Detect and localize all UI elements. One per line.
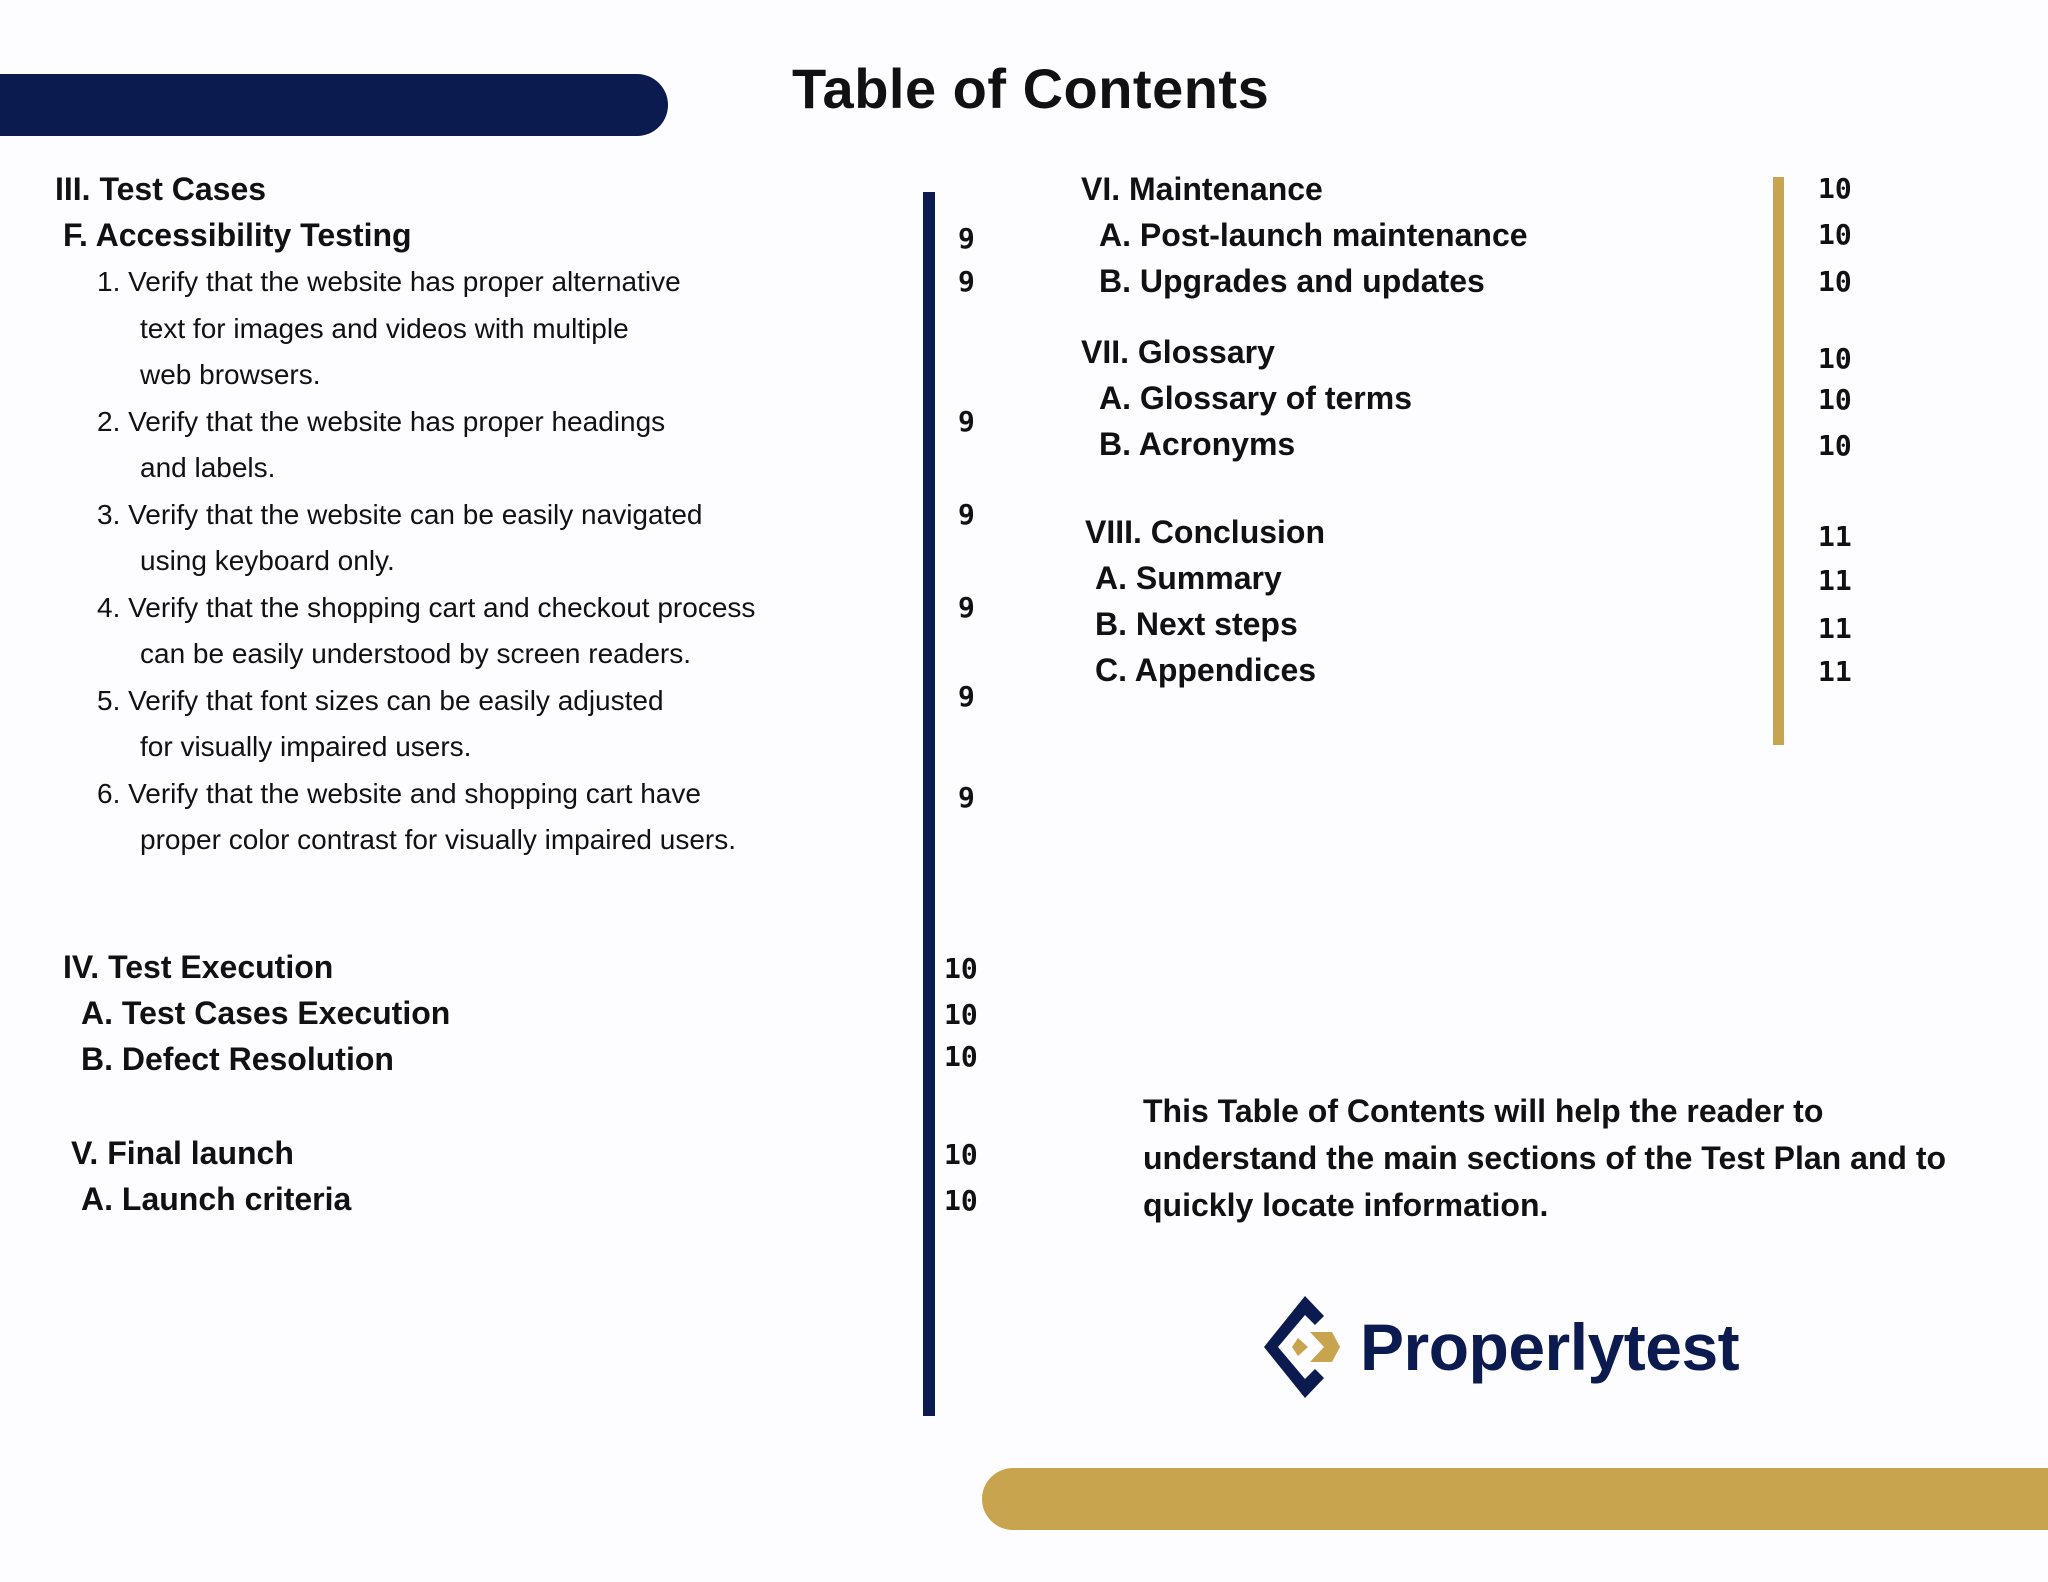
properlytest-logo — [1262, 1292, 1739, 1402]
page-number: 10 — [1818, 218, 1852, 251]
page-number: 10 — [1818, 172, 1852, 205]
page-number: 11 — [1818, 612, 1852, 645]
toc-subsection-upgrades-and-updates[interactable]: B. Upgrades and updates — [1099, 263, 1485, 299]
page-number: 10 — [1818, 342, 1852, 375]
toc-item-line[interactable]: 6. Verify that the website and shopping cart have — [97, 778, 701, 809]
toc-subsection-next-steps[interactable]: B. Next steps — [1095, 606, 1298, 642]
toc-item-line[interactable]: can be easily understood by screen readers. — [140, 638, 691, 669]
page-number: 9 — [958, 781, 975, 814]
toc-section-test-execution[interactable]: IV. Test Execution — [63, 949, 334, 985]
right-column-divider — [1773, 177, 1784, 745]
page-number: 10 — [944, 1138, 978, 1171]
toc-section-conclusion[interactable]: VIII. Conclusion — [1085, 514, 1326, 550]
page-number: 10 — [1818, 383, 1852, 416]
page-number: 11 — [1818, 655, 1852, 688]
page-number: 10 — [1818, 429, 1852, 462]
page-number: 9 — [958, 222, 975, 255]
toc-section-test-cases[interactable]: III. Test Cases — [55, 171, 267, 207]
page-number: 9 — [958, 265, 975, 298]
toc-section-final-launch[interactable]: V. Final launch — [71, 1135, 294, 1171]
toc-item-line[interactable]: 3. Verify that the website can be easily navigated — [97, 499, 703, 530]
page-number: 10 — [944, 1184, 978, 1217]
top-navy-bar — [0, 74, 668, 136]
toc-item-line[interactable]: using keyboard only. — [140, 545, 395, 576]
toc-item-line[interactable]: 2. Verify that the website has proper headings — [97, 406, 666, 437]
toc-subsection-launch-criteria[interactable]: A. Launch criteria — [81, 1181, 352, 1217]
toc-item-line[interactable]: proper color contrast for visually impaired users. — [140, 824, 737, 855]
page-title: Table of Contents — [792, 57, 1270, 120]
toc-subsection-post-launch-maintenance[interactable]: A. Post-launch maintenance — [1099, 217, 1528, 253]
toc-item-line[interactable]: 5. Verify that font sizes can be easily adjusted — [97, 685, 664, 716]
toc-description-note: This Table of Contents will help the reader to understand the main sections of the Test Plan and to quickly locate information. — [1143, 1093, 1947, 1223]
page-number: 11 — [1818, 564, 1852, 597]
toc-item-line[interactable]: for visually impaired users. — [140, 731, 472, 762]
logo-wordmark: Properlytest — [1360, 1310, 1740, 1384]
toc-subsection-test-cases-execution[interactable]: A. Test Cases Execution — [81, 995, 451, 1031]
toc-subsection-acronyms[interactable]: B. Acronyms — [1099, 426, 1296, 462]
page-number: 10 — [944, 1040, 978, 1073]
toc-subsection-accessibility-testing[interactable]: F. Accessibility Testing — [63, 217, 412, 253]
toc-item-line[interactable]: text for images and videos with multiple — [140, 313, 629, 344]
page-number: 10 — [944, 998, 978, 1031]
page-number: 9 — [958, 591, 975, 624]
toc-section-maintenance[interactable]: VI. Maintenance — [1081, 171, 1323, 207]
toc-item-line[interactable]: web browsers. — [140, 359, 321, 390]
bottom-gold-bar — [982, 1468, 2048, 1530]
page-number: 10 — [944, 952, 978, 985]
toc-section-glossary[interactable]: VII. Glossary — [1081, 334, 1275, 370]
page-number: 9 — [958, 498, 975, 531]
page-number: 9 — [958, 680, 975, 713]
page-number: 10 — [1818, 265, 1852, 298]
toc-subsection-defect-resolution[interactable]: B. Defect Resolution — [81, 1041, 394, 1077]
toc-item-line[interactable]: and labels. — [140, 452, 276, 483]
page-number: 11 — [1818, 520, 1852, 553]
toc-item-line[interactable]: 1. Verify that the website has proper alternative — [97, 266, 681, 297]
toc-item-line[interactable]: 4. Verify that the shopping cart and checkout process — [97, 592, 756, 623]
page-number: 9 — [958, 405, 975, 438]
properlytest-diamond-logo-icon — [1262, 1292, 1348, 1402]
toc-subsection-summary[interactable]: A. Summary — [1095, 560, 1282, 596]
toc-subsection-appendices[interactable]: C. Appendices — [1095, 652, 1317, 688]
left-column-divider — [923, 192, 935, 1416]
toc-subsection-glossary-of-terms[interactable]: A. Glossary of terms — [1099, 380, 1412, 416]
